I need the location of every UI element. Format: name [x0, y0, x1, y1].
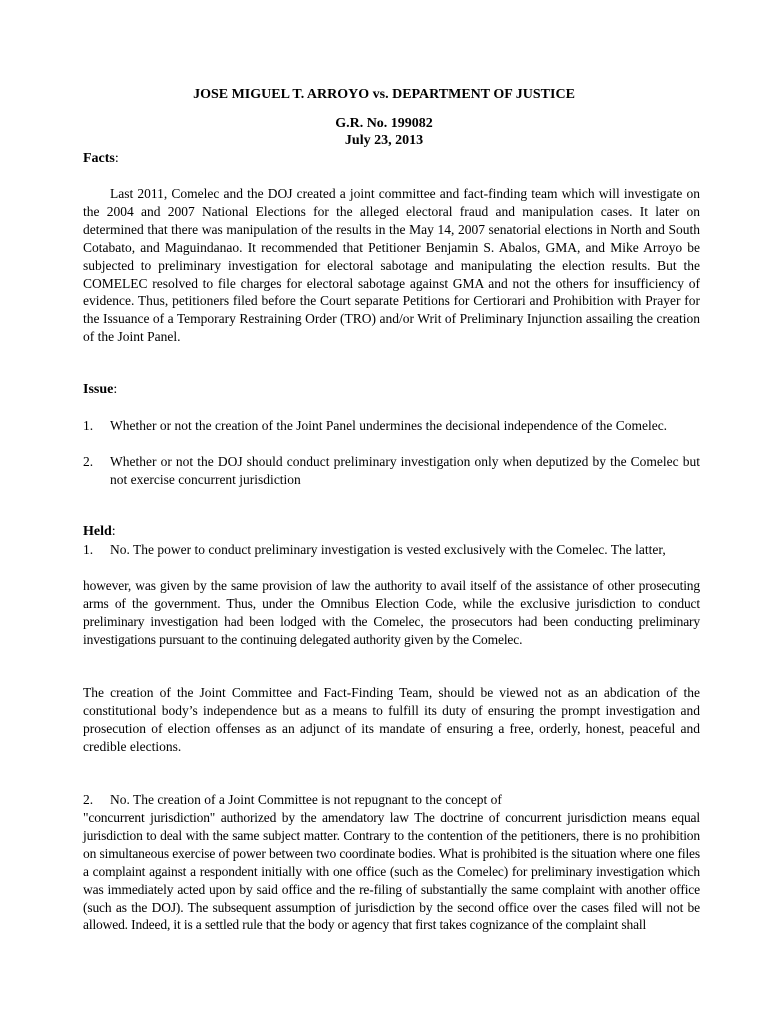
held-item-2-continuation: "concurrent jurisdiction" authorized by the amendatory law The doctrine of concurrent jurisdiction means equal jurisdiction to deal with the same subject matter. Contrary to the contention of the petitioners, there is no prohibition on simultaneous exercise of power between two coordinate bodies. What is prohibited is the situation where one files a complaint against a respondent initially with one office (such as the Comelec) for preliminary investigation which was immediately acted upon by said office and the re-filing of substantially the same complaint with another office (such as the DOJ). The subsequent assumption of jurisdiction by the second office over the cases filed will not be allowed. Indeed, it is a settled rule that the body or agency that first takes cognizance of the complaint shall — [83, 810, 700, 933]
held-item-2 — [83, 791, 700, 809]
held-item-number: 1. — [83, 542, 94, 557]
issue-item-text: Whether or not the DOJ should conduct preliminary investigation only when deputized by the Comelec but not exercise concurrent jurisdiction — [110, 454, 700, 487]
held-item-text: No. The power to conduct preliminary investigation is vested exclusively with the Comelec. The latter, — [110, 542, 666, 557]
decision-date: July 23, 2013 — [344, 133, 424, 148]
held-item-1 — [83, 541, 700, 559]
held-paragraph-2: The creation of the Joint Committee and Fact-Finding Team, should be viewed not as an abdication of the constitutional body’s independence but as a means to fulfill its duty of ensuring the prompt investigation and prosecution of election offenses as an adjunct of its mandate of ensuring a free, orderly, honest, peaceful and credible elections. — [83, 685, 700, 754]
case-reference — [0, 115, 768, 149]
held-item-number: 2. — [83, 792, 94, 807]
issue-item-1 — [83, 417, 700, 435]
issue-item-2 — [83, 453, 700, 489]
facts-body: Last 2011, Comelec and the DOJ created a joint committee and fact-finding team which will investigate on the 2004 and 2007 National Elections for the alleged electoral fraud and manipulation cases. It later on determined that there was manipulation of the results in the May 14, 2007 senatorial elections in North and South Cotabato, and Maguindanao. It recommended that Petitioner Benjamin S. Abalos, GMA, and Mike Arroyo be subjected to preliminary investigation for electoral sabotage and manipulating the election results. But the COMELEC resolved to file charges for electoral sabotage against GMA and not the others for insufficiency of evidence. Thus, petitioners filed before the Court separate Petitions for Certiorari and Prohibition with Prayer for the Issuance of a Temporary Restraining Order (TRO) and/or Writ of Preliminary Injunction assailing the creation of the Joint Panel. — [83, 186, 700, 345]
gr-number: G.R. No. 199082 — [335, 116, 433, 131]
case-title: JOSE MIGUEL T. ARROYO vs. DEPARTMENT OF JUSTICE — [193, 87, 575, 102]
issue-heading: Issue: — [83, 382, 118, 397]
held-item-text: No. The creation of a Joint Committee is not repugnant to the concept of — [110, 792, 502, 807]
issue-item-text: Whether or not the creation of the Joint Panel undermines the decisional independence of the Comelec. — [110, 418, 668, 433]
issue-item-number: 2. — [83, 454, 94, 469]
held-item-1-continuation: however, was given by the same provision of law the authority to avail itself of the assistance of other prosecuting arms of the government. Thus, under the Omnibus Election Code, while the exclusive jurisdiction to conduct preliminary investigation had been lodged with the Comelec, the prosecutors had been conducting preliminary investigations pursuant to the continuing delegated authority given by the Comelec. — [83, 578, 700, 647]
facts-heading: Facts: — [83, 151, 119, 166]
held-heading: Held: — [83, 524, 116, 539]
issue-item-number: 1. — [83, 418, 94, 433]
